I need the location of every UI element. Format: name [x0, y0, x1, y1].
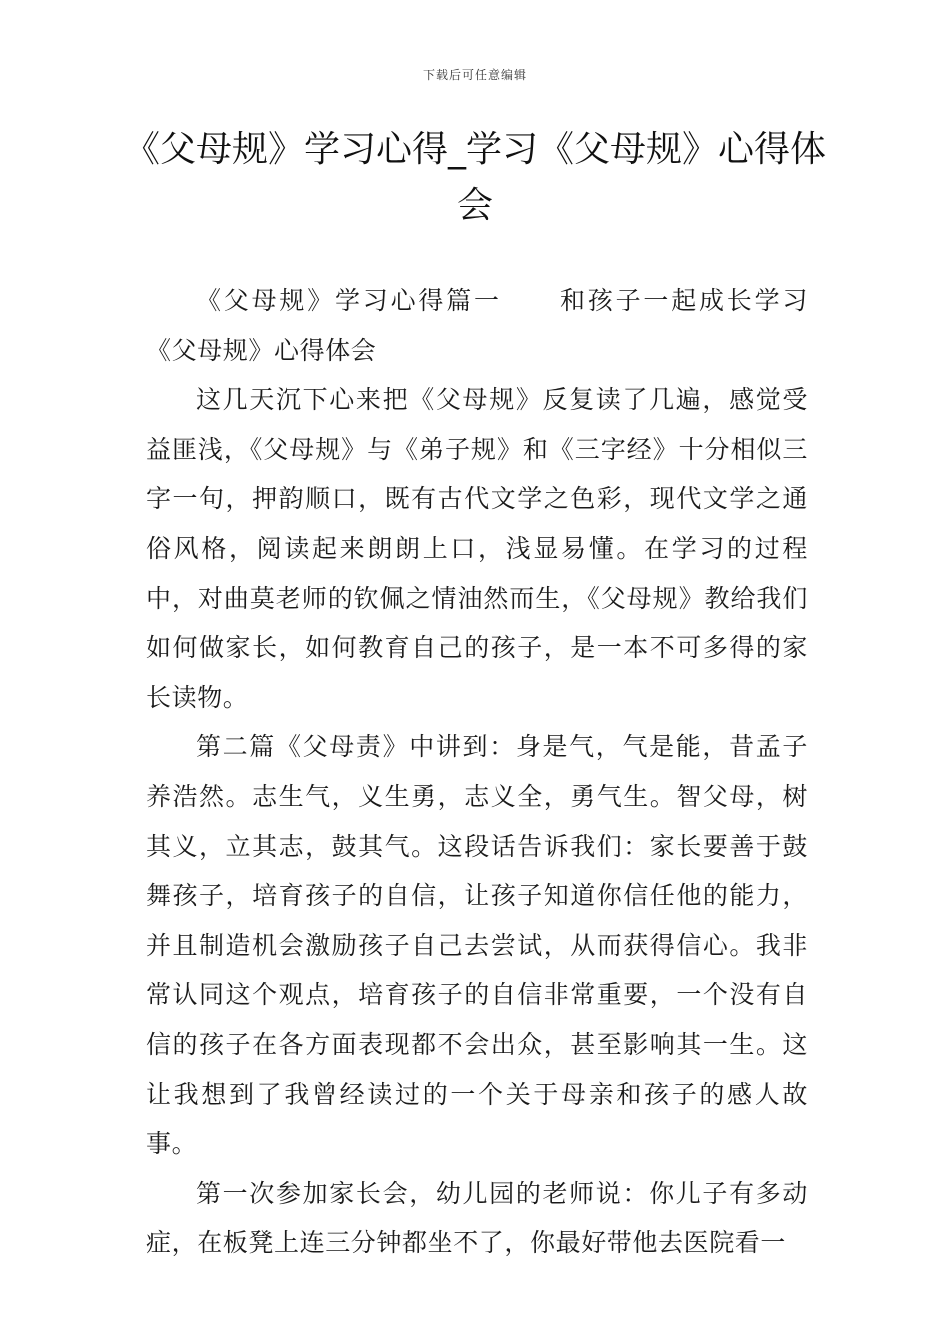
- paragraph-2: 第二篇《父母责》中讲到：身是气，气是能，昔孟子养浩然。志生气，义生勇，志义全，勇气生。智父母，树其义，立其志，鼓其气。这段话告诉我们：家长要善于鼓舞孩子，培育孩子的自信，让孩子知道你信任他的能力，并且制造机会激励孩子自己去尝试，从而获得信心。我非常认同这个观点，培育孩子的自信非常重要，一个没有自信的孩子在各方面表现都不会出众，甚至影响其一生。这让我想到了我曾经读过的一个关于母亲和孩子的感人故事。: [146, 732, 808, 1159]
- document-body: [146, 276, 808, 1268]
- paragraph-3: 第一次参加家长会，幼儿园的老师说：你儿子有多动症，在板凳上连三分钟都坐不了，你最好带他去医院看一: [146, 1178, 808, 1258]
- document-title: 《父母规》学习心得_学习《父母规》心得体会: [123, 129, 826, 226]
- header-note: 下载后可任意编辑: [422, 68, 527, 82]
- section-heading: [146, 276, 808, 375]
- section-heading-right: 和孩子一起成长学习《父母规》心得体会: [146, 286, 808, 365]
- paragraph-1: 这几天沉下心来把《父母规》反复读了几遍，感觉受益匪浅，《父母规》与《弟子规》和《三字经》十分相似三字一句，押韵顺口，既有古代文学之色彩，现代文学之通俗风格，阅读起来朗朗上口，浅显易懂。在学习的过程中，对曲莫老师的钦佩之情油然而生，《父母规》教给我们如何做家长，如何教育自己的孩子，是一本不可多得的家长读物。: [146, 385, 808, 712]
- section-heading-left: 《父母规》学习心得篇一: [196, 286, 502, 315]
